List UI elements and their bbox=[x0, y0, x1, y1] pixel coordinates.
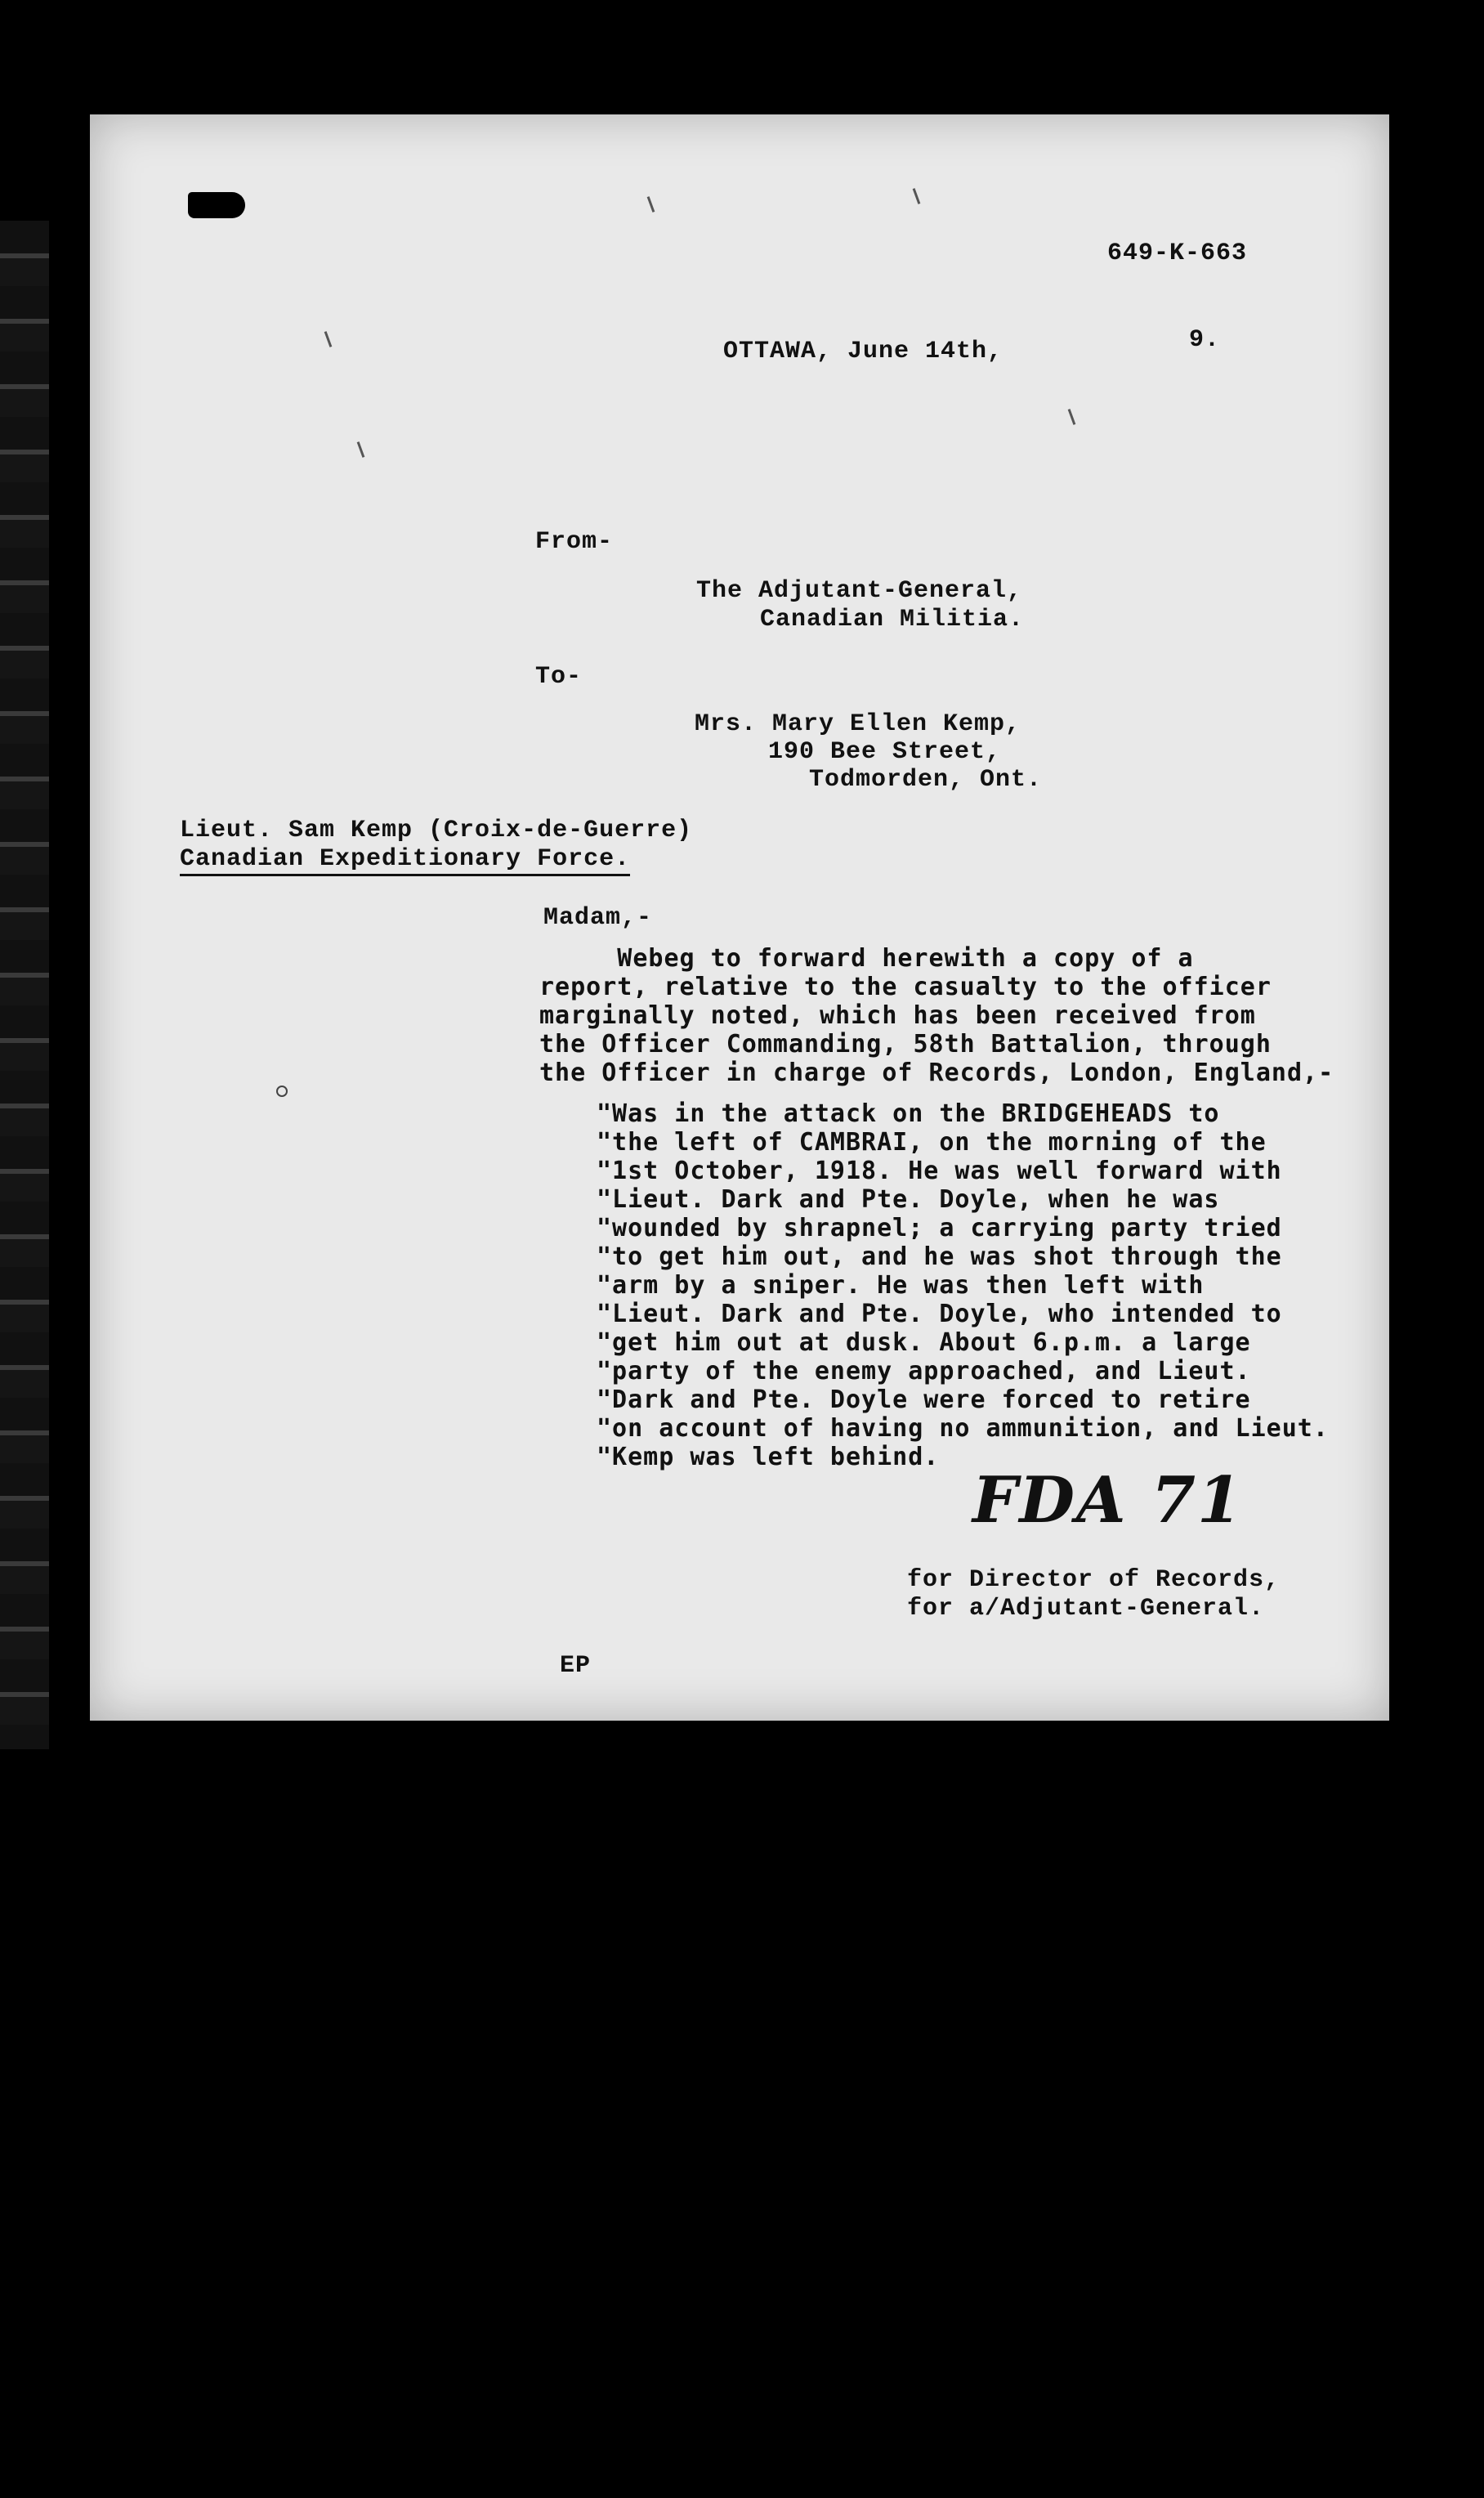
salutation: Madam,- bbox=[543, 904, 653, 932]
from-label: From- bbox=[535, 528, 614, 556]
ink-speck bbox=[647, 196, 655, 213]
year-suffix: 9. bbox=[1189, 326, 1221, 354]
ink-speck bbox=[357, 441, 365, 458]
to-label: To- bbox=[535, 663, 583, 691]
recipient-town: Todmorden, Ont. bbox=[809, 766, 1043, 794]
subject-officer: Lieut. Sam Kemp (Croix-de-Guerre) bbox=[180, 817, 693, 844]
sender-organization: Canadian Militia. bbox=[760, 606, 1025, 633]
punch-hole-mark bbox=[188, 192, 245, 218]
closing-director: for Director of Records, bbox=[907, 1566, 1281, 1594]
ink-ring bbox=[276, 1086, 288, 1097]
handwritten-signature bbox=[972, 1463, 1243, 1538]
file-number: 649-K-663 bbox=[1107, 240, 1248, 267]
ink-speck bbox=[324, 331, 333, 347]
film-edge-strip bbox=[0, 221, 49, 1749]
report-quote: "Was in the attack on the BRIDGEHEADS to "the left of CAMBRAI, on the morning of the "1st October, 1918. He was well forward with "Lieut. Dark and Pte. Doyle, when he was "wounded by shrapnel; a carrying party tried "to get him out, and he was shot through the "arm by a sniper. He was then left with "Lieut. Dark and Pte. Doyle, who intended to "get him out at dusk. About 6.p.m. a large "party of the enemy approached, and Lieut. "Dark and Pte. Doyle were forced to retire "on account of having no ammunition, and Lieut. "Kemp was left behind. bbox=[597, 1099, 1329, 1471]
recipient-street: 190 Bee Street, bbox=[768, 738, 1002, 766]
subject-unit: Canadian Expeditionary Force. bbox=[180, 844, 630, 876]
typist-initials: EP bbox=[560, 1652, 592, 1680]
ink-speck bbox=[913, 188, 921, 204]
letter-page bbox=[90, 114, 1389, 1721]
signature-initials: FDA 71 bbox=[972, 1463, 1244, 1538]
sender-title: The Adjutant-General, bbox=[696, 577, 1023, 605]
recipient-name: Mrs. Mary Ellen Kemp, bbox=[695, 710, 1021, 738]
closing-adjutant: for a/Adjutant-General. bbox=[907, 1595, 1265, 1623]
intro-paragraph: Webeg to forward herewith a copy of a report, relative to the casualty to the officer marginally noted, which has been received from the Officer Commanding, 58th Battalion, through the Officer in charge of Records, London, England,- bbox=[539, 944, 1334, 1087]
place-date: OTTAWA, June 14th, bbox=[723, 338, 1003, 365]
ink-speck bbox=[1068, 409, 1076, 425]
